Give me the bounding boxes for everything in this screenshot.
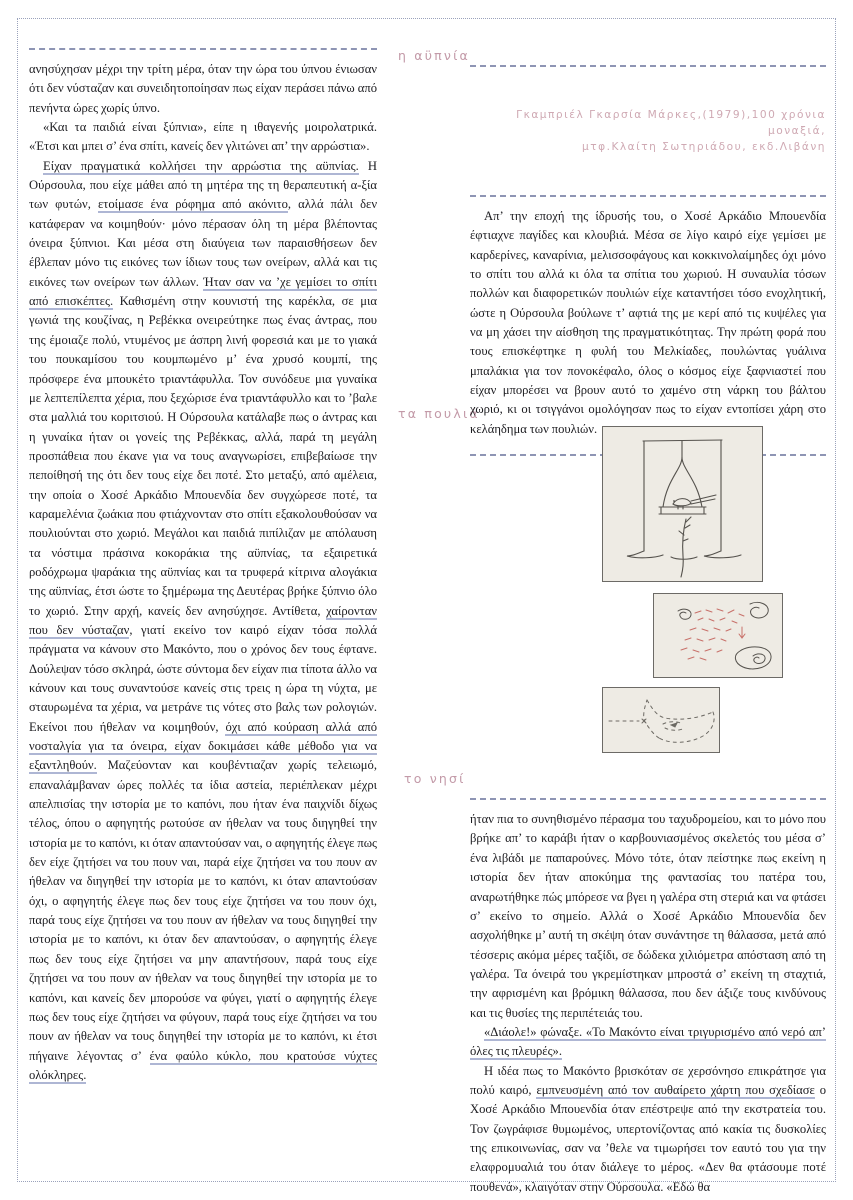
hanging-birdcage-sketch bbox=[602, 426, 763, 582]
highlighted-text: ένα φαύλο κύκλο, που κρατούσε νύχτες ολόκληρες. bbox=[29, 1048, 378, 1082]
paragraph bbox=[470, 1023, 826, 1062]
left-text-column bbox=[29, 48, 377, 1085]
annotated-map-sketch bbox=[653, 593, 783, 678]
margin-note-birds: τα πουλιά bbox=[398, 406, 480, 421]
highlighted-text: όχι από κούραση αλλά από νοσταλγία για τα όνειρα, είχαν δοκιμάσει κάθε μέθοδο για να εξαντληθούν. bbox=[29, 719, 377, 773]
paragraph: Είχαν πραγματικά κολλήσει την αρρώστια της αϋπνίας. Η Ούρσουλα, που είχε μάθει από τη μητέρα της τη θεραπευτική α-ξία των φυτών, ετοίμασε ένα ρόφημα από ακόνιτο, αλλά πάλι δεν κατάφεραν να κοιμηθούν· μόνο πέρασαν όλη τη μέρα βλέποντας όνειρα ξύπνιοι. Και μέσα στη διαύγεια των παραισθήσεων δεν έβλεπαν μόνο τις εικόνες των ίδιων τους των ονείρων, αλλά και τις εικόνες των ονείρων των άλλων. Ήταν σαν να ’χε γεμίσει το σπίτι από επισκέπτες. Καθισμένη στην κουνιστή της καρέκλα, σε μια γωνιά της κουζίνας, η Ρεβέκκα ονειρεύτηκε πως ένας άντρας, που της έμοιαζε πολύ, ντυμένος με άσπρη λινή φορεσιά και με το γιακά του πουκαμίσου του κουμπωμένο μ’ ένα χρυσό κουμπί, της πρόσφερε ένα μπουκέτο τριαντάφυλλα. Τον συνόδευε μια γυναίκα με λεπτεπίλεπτα χέρια, που ξεχώρισε ένα τριαντάφυλλο και το ’βαλε στα μαλλιά του κοριτσιού. Η Ούρσουλα κατάλαβε πως ο άντρας και η γυναίκα ήταν οι γονείς της Ρεβέκκας, αλλά, παρά τη μεγάλη προσπάθεια που έκανε για να τους αναγνωρίσει, επιβεβαίωσε την πεποίθησή της ότι δεν τους είχε δει ποτέ. Στο μεταξύ, από αμέλεια, την οποία ο Χοσέ Αρκάδιο Μπουενδία δεν συγχώρεσε ποτέ, τα καραμελένια ζωάκια που φτιάχνονταν στο σπίτι εξακολουθούσαν να πουλιούνται στο χωριό. Μεγάλοι και παιδιά πιπίλιζαν με απόλαυση τα νόστιμα πράσινα κοκοράκια της αϋπνίας, τα εξαιρετικά ροδόχρωμα ψαράκια της αϋπνίας και τα τρυφερά κίτρινα αλογάκια της αϋπνίας, έτσι ώστε το ξημέρωμα της Δευτέρας βρήκε ξύπνιο όλο το χωριό. Στην αρχή, κανείς δεν ανησύχησε. Αντίθετα, χαίρονταν που δεν νύσταζαν, γιατί εκείνο τον καιρό είχαν τόσα πολλά πράγματα να κάνουν στο Μακόντο, που ο χρόνος δεν τους έφτανε. Δούλεψαν τόσο σκληρά, ώστε σύντομα δεν είχαν πια τίποτα άλλο να κάνουν και τους συναντούσε κανείς στις τρεις η ώρα τη νύχτα, με σταυρωμένα τα χέρια, να μετράνε τις νότες στο βαλς των ρολογιών. Εκείνοι που ήθελαν να κοιμηθούν, όχι από κούραση αλλά από νοσταλγία για τα όνειρα, είχαν δοκιμάσει κάθε μέθοδο για να εξαντληθούν. Μαζεύονταν και κουβέντιαζαν χωρίς τελειωμό, επαναλάμβαναν ώρες πολλές τα ίδια αστεία, περιέπλεκαν μέχρι απελπισίας την ιστορία με το καπόνι, που ήταν ένα παιχνίδι δίχως τέλος, όπου ο αφηγητής ρωτούσε αν ήθελαν να τους διηγηθεί την ιστορία με το καπόνι, κι όταν απαντούσαν ναι, ο αφηγητής έλεγε πως δεν είχε ζητήσει να του πουν ναι, παρά είχε ζητήσει να του πουν αν ήθελαν να διηγηθεί την ιστορία με το καπόνι, κι όταν απαντούσαν όχι, ο αφηγητής έλεγε πως δεν τους είχε ζητήσει να του πουν όχι, παρά τους είχε ζητήσει να του πουν αν ήθελαν να τους διηγηθεί την ιστορία με το καπόνι, κι όταν δεν απαντούσαν, ο αφηγητής έλεγε πως δεν τους είχε ζητήσει να μην απαντήσουν, παρά τους είχε ζητήσει να του πουν αν ήθελαν να τους διηγηθεί την ιστορία με το καπόνι, και κανείς δεν μπορούσε να φύγει, γιατί ο αφηγητής έλεγε πως δεν τους είχε ζητήσει να φύγουν, παρά τους είχε ζητήσει να του πουν αν ήθελαν να τους διηγηθεί την ιστορία με το καπόνι, κι έτσι πήγαινε λέγοντας σ’ ένα φαύλο κύκλο, που κρατούσε νύχτες ολόκληρες. bbox=[29, 158, 378, 1082]
paragraph: Η ιδέα πως το Μακόντο βρισκόταν σε χερσόνησο επικράτησε για πολύ καιρό, εμπνευσμένη από τον αυθαίρετο χάρτη που σχεδίασε ο Χοσέ Αρκάδιο Μπουενδία όταν επέστρεψε από την εκστρατεία του. Τον ζωγράφισε θυμωμένος, υπερτονίζοντας από κακία τις δυσκολίες της επικοινωνίας, σαν να ’θελε να τιμωρήσει τον εαυτό του για την ελαφρομυαλιά του όταν διάλεγε το μέρος. «Δεν θα φτάσουμε ποτέ πουθενά», κλαιγόταν στην Ούρσουλα. «Εδώ θα bbox=[470, 1063, 827, 1194]
dashed-coastline-sketch bbox=[602, 687, 720, 753]
paragraph: ήταν πια το συνηθισμένο πέρασμα του ταχυδρομείου, και το μόνο που βρήκε απ’ το καράβι ήταν ο καρβουνιασμένος σκελετός του μέσα σ’ ένα λιβάδι με παπαρούνες. Μόνο τότε, όταν πείστηκε πως εκείνη η ιστορία δεν ήταν αποκύημα της φαντασίας του πατέρα του, αναρωτήθηκε πώς μπόρεσε να βγει η γαλέρα στη στεριά και να φτάσει σ’ εκείνο το σημείο. Αλλά ο Χοσέ Αρκάδιο Μπουενδία δεν ασχολήθηκε μ’ αυτή τη σκέψη όταν συνάντησε τη θάλασσα, μετά από τέσσερις ακόμα μέρες ταξίδι, σε δώδεκα χιλιόμετρα απόσταση από τη γαλέρα. Τα όνειρά του γκρεμίστηκαν μπροστά σ’ εκείνη τη σταχτιά, την αφρισμένη και βρόμικη θάλασσα, που δεν άξιζε τους κινδύνους και τις θυσίες της περιπέτειάς του. bbox=[470, 812, 826, 1020]
paragraph: Απ’ την εποχή της ίδρυσής του, ο Χοσέ Αρκάδιο Μπουενδία έφτιαχνε παγίδες και κλουβιά. Μέσα σε λίγο καιρό είχε γεμίσει με καρδερίνες, καναρίνια, μελισσοφάγους και κοκκινολαίμηδες όχι μόνο το σπίτι του αλλά κι όλα τα σπίτια του χωριού. Η συναυλία τόσων πολλών και διαφορετικών πουλιών είχε καταντήσει τόσο ενοχλητική, ώστε η Ούρσουλα βούλωνε τ’ αφτιά της με κερί από τις κυψέλες για να μη χάσει την αίσθηση της πραγματικότητας. Την πρώτη φορά που τους επισκέφτηκε η φυλή του Μελκίαδες, πουλώντας γυάλινα μπαλάκια για τον πονοκέφαλο, όλος ο κόσμος είχε ξαφνιαστεί που είχαν μπορέσει να βρουν αυτό το χαμένο στη νάρκη του βάλτου χωριό, κι οι τσιγγάνοι ομολόγησαν πως το είχαν εντοπίσει χάρη στο κελάηδημα των πουλιών. bbox=[470, 209, 826, 436]
margin-note-island: το νησί bbox=[404, 771, 466, 786]
paragraph: «Και τα παιδιά είναι ξύπνια», είπε η ιθαγενής μοιρολατρικά. «Έτσι και μπει σ’ ένα σπίτι, κανείς δεν γλιτώνει απ’ την αρρώστια». bbox=[29, 120, 377, 154]
highlighted-text: χαίρονταν που δεν νύσταζαν bbox=[29, 603, 377, 637]
source-citation-line-1: Γκαμπριέλ Γκαρσία Μάρκες,(1979),100 χρόνια μοναξιά, bbox=[516, 109, 826, 137]
highlighted-text: Είχαν πραγματικά κολλήσει την αρρώστια της αϋπνίας. bbox=[43, 158, 359, 173]
highlighted-text: εμπνευσμένη από τον αυθαίρετο χάρτη που σχεδίασε bbox=[536, 1082, 815, 1097]
source-citation-line-2: μτφ.Κλαίτη Σωτηριάδου, εκδ.Λιβάνη bbox=[581, 141, 826, 153]
highlighted-text: ετοίμασε ένα ρόφημα από ακόνιτο bbox=[97, 197, 288, 212]
margin-note-insomnia: η αϋπνία bbox=[398, 48, 470, 63]
highlighted-text: «Διάολε!» φώναξε. «Το Μακόντο είναι τριγυρισμένο από νερό απ’ όλες τις πλευρές». bbox=[470, 1024, 826, 1059]
highlighted-text: Ήταν σαν να ’χε γεμίσει το σπίτι από επισκέπτες. bbox=[29, 274, 377, 309]
paragraph: ανησύχησαν μέχρι την τρίτη μέρα, όταν την ώρα του ύπνου ένιωσαν ότι δεν νύσταζαν και συνειδητοποίησαν πως είχαν περάσει πάνω από πενήντα ώρες χωρίς ύπνο. bbox=[29, 62, 377, 115]
